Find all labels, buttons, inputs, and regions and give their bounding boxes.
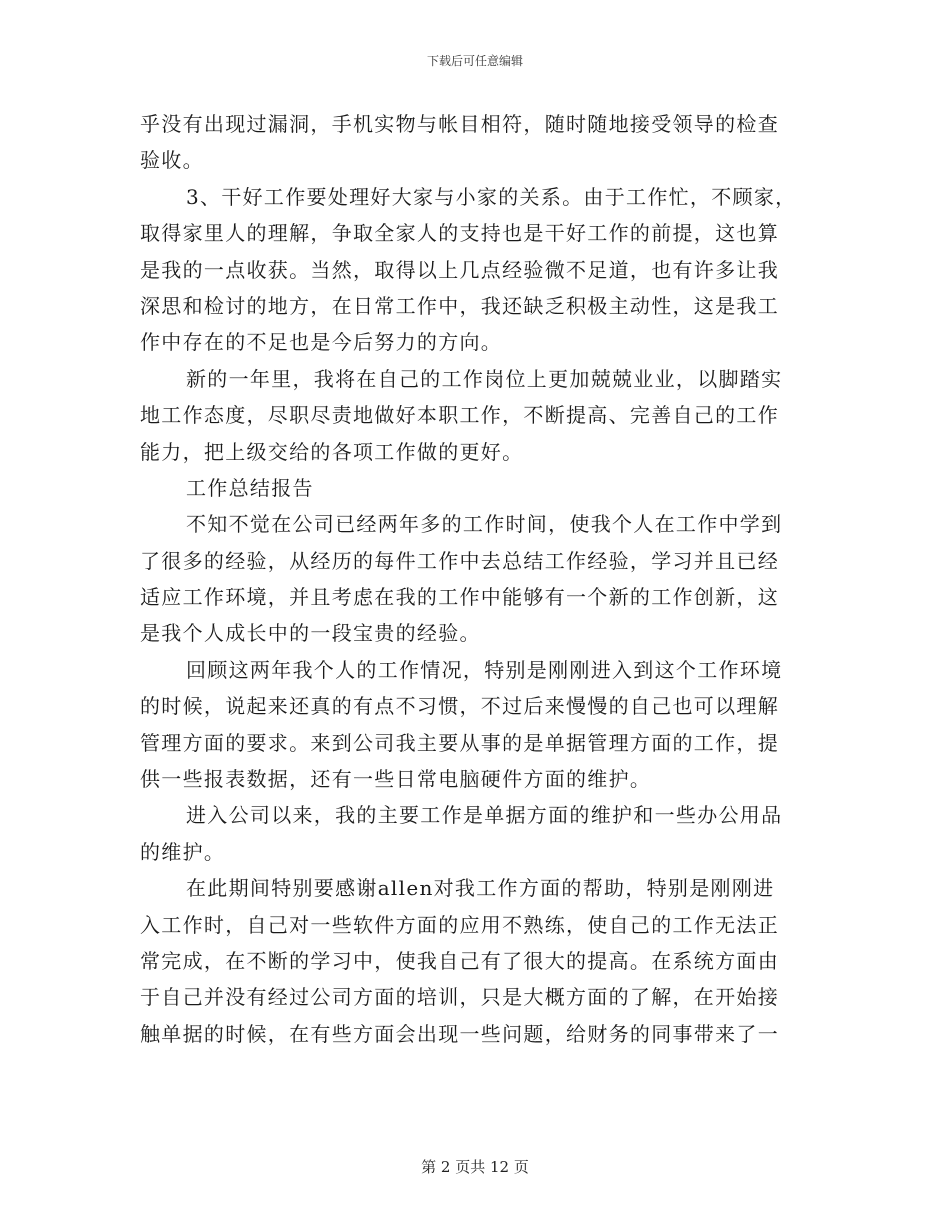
text-line: 能力，把上级交给的各项工作做的更好。 — [140, 439, 524, 464]
text-line: 是我个人成长中的一段宝贵的经验。 — [140, 621, 481, 646]
text-line: 供一些报表数据，还有一些日常电脑硬件方面的维护。 — [140, 767, 652, 792]
text-line: 的时候，说起来还真的有点不习惯，不过后来慢慢的自己也可以理解 — [140, 694, 779, 719]
text-line: 乎没有出现过漏洞，手机实物与帐目相符，随时随地接受领导的检查 — [140, 112, 779, 136]
text-line: 的维护。 — [140, 839, 226, 864]
text-line: 触单据的时候，在有些方面会出现一些问题，给财务的同事带来了一 — [140, 1021, 779, 1046]
text-line: 是我的一点收获。当然，取得以上几点经验微不足道，也有许多让我 — [140, 257, 779, 282]
text-line: 在此期间特别要感谢allen对我工作方面的帮助，特别是刚刚进 — [186, 876, 775, 901]
text-line: 深思和检讨的地方，在日常工作中，我还缺乏积极主动性，这是我工 — [140, 293, 779, 318]
text-line: 回顾这两年我个人的工作情况，特别是刚刚进入到这个工作环境 — [186, 657, 783, 682]
page-header-note: 下载后可任意编辑 — [426, 54, 523, 68]
text-line: 适应工作环境，并且考虑在我的工作中能够有一个新的工作创新，这 — [140, 585, 779, 610]
text-line: 了很多的经验，从经历的每件工作中去总结工作经验，学习并且已经 — [140, 548, 779, 573]
text-line: 验收。 — [140, 148, 204, 173]
text-line: 新的一年里，我将在自己的工作岗位上更加兢兢业业，以脚踏实 — [186, 366, 783, 391]
page-number: 第 2 页共 12 页 — [421, 1158, 529, 1176]
text-line: 进入公司以来，我的主要工作是单据方面的维护和一些办公用品 — [186, 803, 783, 828]
document-body — [140, 106, 800, 1052]
text-line: 作中存在的不足也是今后努力的方向。 — [140, 330, 503, 355]
text-line: 3、干好工作要处理好大家与小家的关系。由于工作忙，不顾家， — [186, 184, 797, 209]
text-line: 于自己并没有经过公司方面的培训，只是大概方面的了解，在开始接 — [140, 985, 779, 1010]
text-line: 入工作时，自己对一些软件方面的应用不熟练，使自己的工作无法正 — [140, 912, 779, 937]
text-line: 不知不觉在公司已经两年多的工作时间，使我个人在工作中学到 — [186, 512, 783, 537]
text-line: 常完成，在不断的学习中，使我自己有了很大的提高。在系统方面由 — [140, 948, 779, 973]
text-line: 地工作态度，尽职尽责地做好本职工作，不断提高、完善自己的工作 — [140, 403, 779, 428]
section-heading: 工作总结报告 — [186, 475, 314, 500]
text-line: 取得家里人的理解，争取全家人的支持也是干好工作的前提，这也算 — [140, 221, 779, 246]
text-line: 管理方面的要求。来到公司我主要从事的是单据管理方面的工作，提 — [140, 730, 779, 755]
